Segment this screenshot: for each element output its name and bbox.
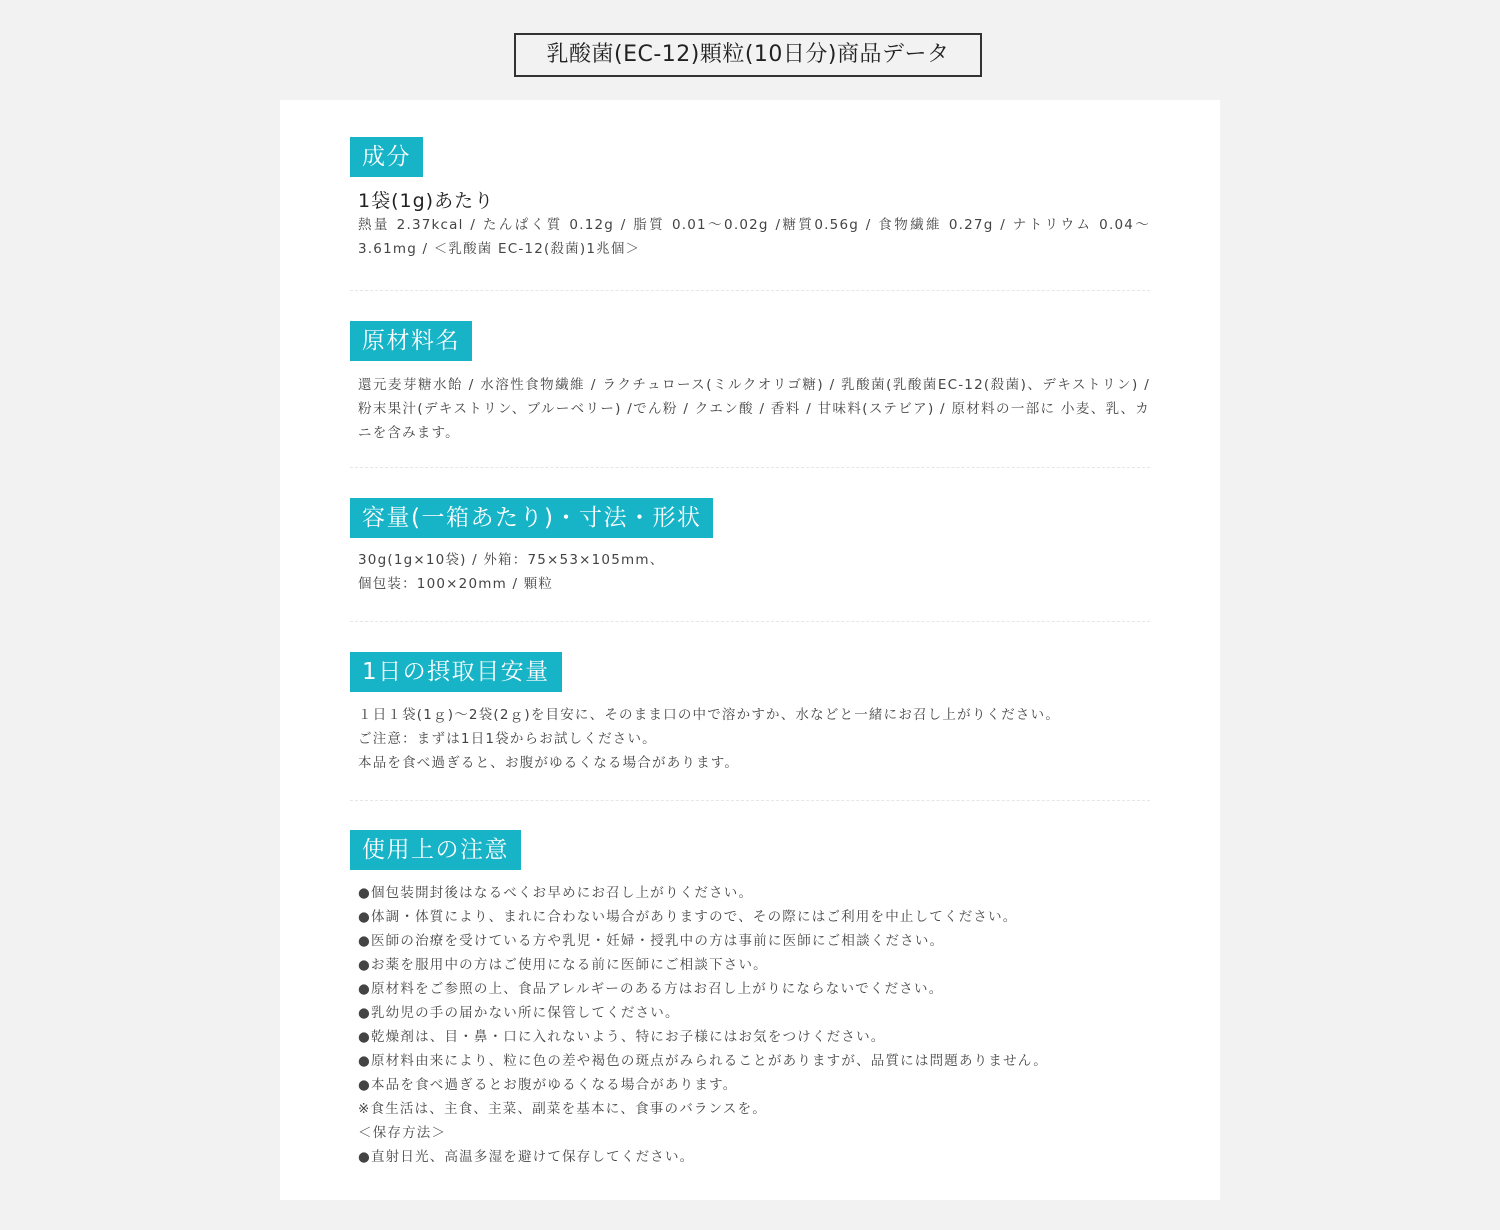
divider [350, 467, 1150, 468]
intake-line: １日１袋(1ｇ)～2袋(2ｇ)を目安に、そのまま口の中で溶かすか、水などと一緒にお召し上がりください。 [358, 707, 1061, 723]
cautions-heading: 使用上の注意 [350, 830, 521, 870]
cautions-text [358, 881, 1150, 1169]
intake-line: 本品を食べ過ぎると、お腹がゆるくなる場合があります。 [358, 755, 740, 771]
divider [350, 800, 1150, 801]
product-data-card [280, 100, 1220, 1200]
intake-text [358, 703, 1150, 775]
caution-line: ●個包装開封後はなるべくお早めにお召し上がりください。 [358, 885, 754, 901]
capacity-line: 個包装：100×20mm / 顆粒 [358, 576, 554, 592]
caution-line: ※食生活は、主食、主菜、副菜を基本に、食事のバランスを。 [358, 1101, 768, 1117]
cautions-section [350, 830, 1150, 1169]
page-title: 乳酸菌(EC-12)顆粒(10日分)商品データ [514, 33, 982, 77]
caution-line: ●直射日光、高温多湿を避けて保存してください。 [358, 1149, 695, 1165]
capacity-section [350, 498, 1150, 596]
ingredients-heading: 成分 [350, 137, 423, 177]
caution-line: ●体調・体質により、まれに合わない場合がありますので、その際にはご利用を中止してください。 [358, 909, 1018, 925]
materials-section [350, 321, 1150, 445]
caution-line: ●乾燥剤は、目・鼻・口に入れないよう、特にお子様にはお気をつけください。 [358, 1029, 886, 1045]
caution-line: ●原材料をご参照の上、食品アレルギーのある方はお召し上がりにならないでください。 [358, 981, 944, 997]
ingredients-section [350, 137, 1150, 261]
caution-line: ●お薬を服用中の方はご使用になる前に医師にご相談下さい。 [358, 957, 768, 973]
intake-heading: 1日の摂取目安量 [350, 652, 562, 692]
capacity-text [358, 548, 1150, 596]
ingredients-text: 熱量 2.37kcal / たんぱく質 0.12g / 脂質 0.01～0.02g /糖質0.56g / 食物繊維 0.27g / ナトリウム 0.04～3.61mg / ＜乳酸菌 EC-12(殺菌)1兆個＞ [358, 217, 1150, 257]
caution-line: ＜保存方法＞ [358, 1125, 447, 1141]
caution-line: ●乳幼児の手の届かない所に保管してください。 [358, 1005, 680, 1021]
caution-line: ●原材料由来により、粒に色の差や褐色の斑点がみられることがありますが、品質には問題ありません。 [358, 1053, 1048, 1069]
capacity-line: 30g(1g×10袋) / 外箱：75×53×105mm、 [358, 552, 665, 568]
ingredients-subheading: 1袋(1g)あたり [358, 190, 495, 212]
divider [350, 290, 1150, 291]
intake-section [350, 652, 1150, 775]
intake-line: ご注意：まずは1日1袋からお試しください。 [358, 731, 657, 747]
materials-heading: 原材料名 [350, 321, 472, 361]
materials-text: 還元麦芽糖水飴 / 水溶性食物繊維 / ラクチュロース(ミルクオリゴ糖) / 乳酸菌(乳酸菌EC-12(殺菌)、デキストリン) / 粉末果汁(デキストリン、ブルーベリー) /でん粉 / クエン酸 / 香料 / 甘味料(ステビア) / 原材料の一部に 小麦、乳、カニを含みます。 [358, 377, 1150, 441]
caution-line: ●本品を食べ過ぎるとお腹がゆるくなる場合があります。 [358, 1077, 738, 1093]
caution-line: ●医師の治療を受けている方や乳児・妊婦・授乳中の方は事前に医師にご相談ください。 [358, 933, 945, 949]
capacity-heading: 容量(一箱あたり)・寸法・形状 [350, 498, 713, 538]
divider [350, 621, 1150, 622]
